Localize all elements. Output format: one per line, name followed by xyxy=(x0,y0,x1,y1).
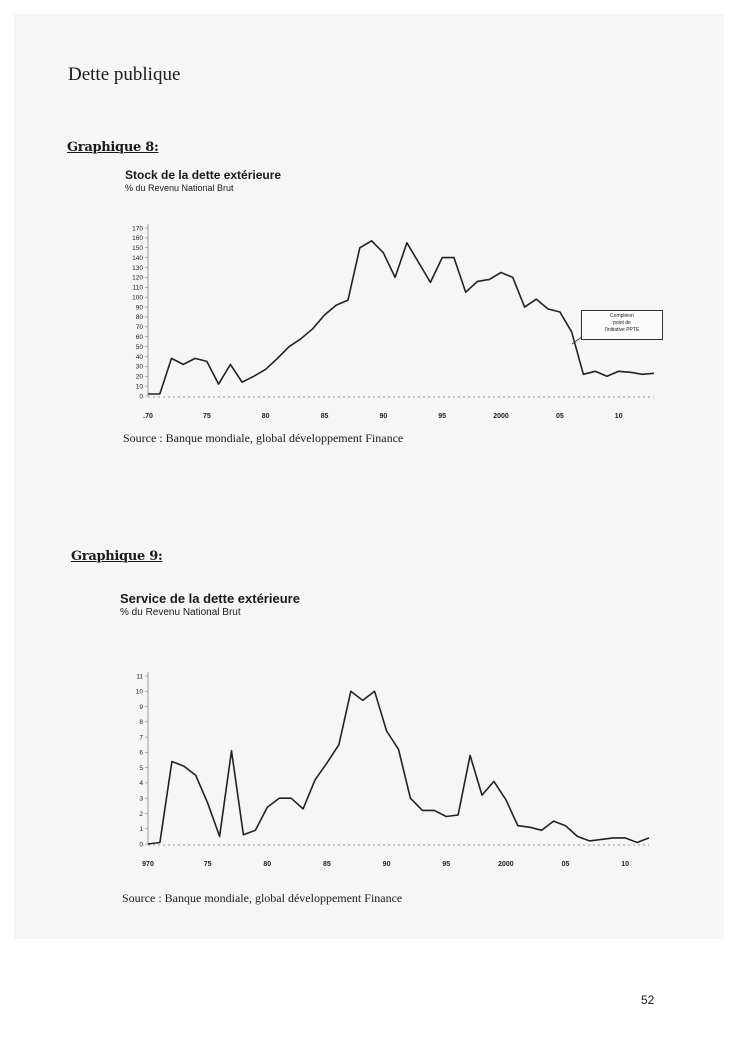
chart-9-y-tick-label: 10 xyxy=(135,688,143,696)
page-number: 52 xyxy=(641,993,655,1007)
ppte-callout-line-2: point de xyxy=(613,320,631,326)
chart-9-x-tick-label: 90 xyxy=(382,861,391,868)
chart-8-x-tick-label: 95 xyxy=(438,413,447,420)
chart-8-y-tick-label: 150 xyxy=(132,245,143,253)
chart-8-y-tick-label: 160 xyxy=(132,235,143,243)
chart-9-y-tick-label: 8 xyxy=(139,719,143,727)
chart-8-y-tick-label: 90 xyxy=(135,304,143,312)
chart-8-x-tick-label: 80 xyxy=(261,413,270,420)
chart-8-source: Source : Banque mondiale, global développement Finance xyxy=(123,431,404,445)
chart-8-y-tick-label: 60 xyxy=(135,334,143,342)
chart-9-title: Service de la dette extérieure xyxy=(120,591,300,606)
chart-9-y-tick-label: 2 xyxy=(139,810,143,818)
chart-9-y-tick-label: 9 xyxy=(139,703,143,711)
chart-8-y-tick-label: 30 xyxy=(135,363,143,371)
chart-9-x-tick-label: 75 xyxy=(203,861,212,868)
chart-9-y-tick-label: 7 xyxy=(139,734,143,742)
chart-9-y-tick-label: 1 xyxy=(139,826,143,834)
chart-9-x-tick-label: 2000 xyxy=(498,861,514,868)
chart-8-y-tick-label: 140 xyxy=(132,254,143,262)
page-heading: Dette publique xyxy=(68,64,181,85)
chart-8-y-tick-label: 0 xyxy=(139,393,143,401)
chart-8-x-tick-label: 85 xyxy=(320,413,329,420)
chart-8-y-tick-label: 100 xyxy=(132,294,143,302)
chart-9-y-tick-label: 6 xyxy=(139,749,143,757)
chart-9-y-tick-label: 0 xyxy=(139,841,143,849)
chart-9-x-tick-label: 10 xyxy=(621,861,630,868)
chart-9-series-line xyxy=(148,691,649,844)
chart-8-x-tick-label: .70 xyxy=(143,413,153,420)
chart-8-y-tick-label: 130 xyxy=(132,264,143,272)
graphique-9-label: Graphique 9: xyxy=(71,549,163,564)
chart-9-x-tick-label: 05 xyxy=(561,861,570,868)
ppte-callout-line-1: Compleion xyxy=(610,313,634,319)
ppte-callout-line-3: l'initiative PPTE xyxy=(604,327,640,333)
chart-9-x-tick-label: 970 xyxy=(142,861,154,868)
chart-8-x-tick-label: 75 xyxy=(202,413,211,420)
chart-8-y-tick-label: 170 xyxy=(132,225,143,233)
chart-8-y-tick-label: 80 xyxy=(135,314,143,322)
chart-8-x-tick-label: 10 xyxy=(614,413,623,420)
chart-9-source: Source : Banque mondiale, global développement Finance xyxy=(122,891,403,905)
chart-9-y-tick-label: 4 xyxy=(139,780,143,788)
chart-8-x-tick-label: 05 xyxy=(555,413,564,420)
chart-9-y-tick-label: 5 xyxy=(139,764,143,772)
chart-9-y-tick-label: 11 xyxy=(136,673,143,681)
chart-9-x-tick-label: 80 xyxy=(263,861,272,868)
chart-8-y-tick-label: 110 xyxy=(132,284,143,292)
chart-8-y-tick-label: 40 xyxy=(135,353,143,361)
graphique-8-label: Graphique 8: xyxy=(67,140,159,155)
chart-8-x-tick-label: 90 xyxy=(379,413,388,420)
chart-8-title: Stock de la dette extérieure xyxy=(125,168,282,182)
chart-8-y-tick-label: 120 xyxy=(132,274,143,282)
chart-9-x-tick-label: 95 xyxy=(442,861,451,868)
chart-9-y-tick-label: 3 xyxy=(139,795,143,803)
chart-8-subtitle: % du Revenu National Brut xyxy=(125,183,234,193)
chart-8-y-tick-label: 20 xyxy=(135,373,143,381)
chart-9-subtitle: % du Revenu National Brut xyxy=(120,607,241,618)
chart-8-y-tick-label: 50 xyxy=(135,343,143,351)
chart-8-y-tick-label: 10 xyxy=(135,383,143,391)
chart-9-x-tick-label: 85 xyxy=(323,861,331,868)
chart-8-y-tick-label: 70 xyxy=(135,324,143,332)
chart-8-x-tick-label: 2000 xyxy=(493,413,509,420)
